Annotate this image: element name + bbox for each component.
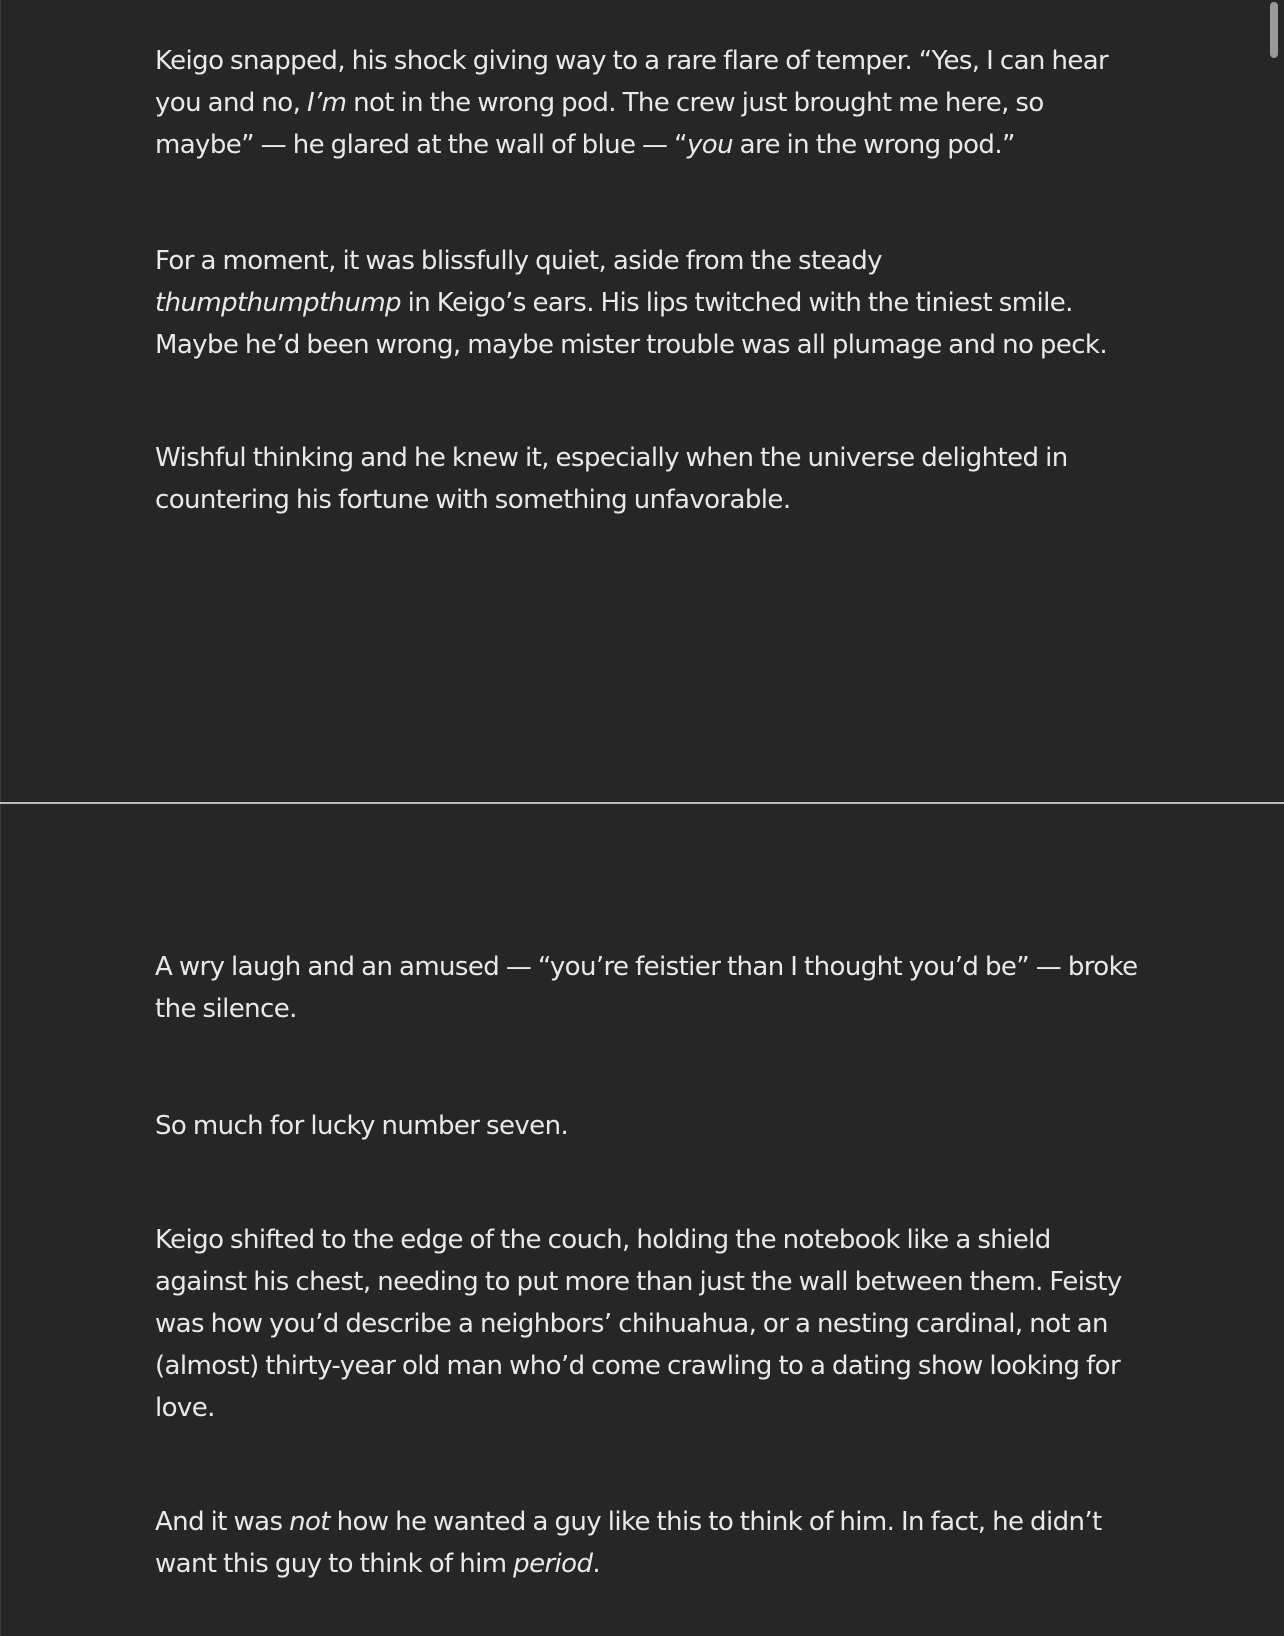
text-line: want this guy to think of him period. [155, 1549, 601, 1579]
text-line: And it was not how he wanted a guy like this to think of him. In fact, he didn’t [155, 1507, 1102, 1537]
paragraph-wry-laugh [155, 946, 1145, 1030]
text-line: A wry laugh and an amused — “you’re feistier than I thought you’d be” — broke [155, 952, 1138, 982]
page-top [0, 0, 1284, 802]
paragraph-keigo-snapped [155, 40, 1145, 166]
paragraph-and-it-was-not [155, 1501, 1145, 1585]
text-line: love. [155, 1393, 215, 1423]
text-line: countering his fortune with something unfavorable. [155, 485, 791, 515]
text-line: against his chest, needing to put more than just the wall between them. Feisty [155, 1267, 1122, 1297]
paragraph-wishful-thinking [155, 437, 1145, 521]
text-line: Keigo shifted to the edge of the couch, holding the notebook like a shield [155, 1225, 1051, 1255]
text-line: For a moment, it was blissfully quiet, aside from the steady [155, 246, 882, 276]
paragraph-blissfully-quiet [155, 240, 1145, 366]
scrollbar-thumb[interactable] [1270, 2, 1278, 58]
page-bottom [0, 804, 1284, 1636]
paragraph-keigo-shifted [155, 1219, 1145, 1429]
text-line: you and no, I’m not in the wrong pod. The crew just brought me here, so [155, 88, 1044, 118]
text-line: maybe” — he glared at the wall of blue — “you are in the wrong pod.” [155, 130, 1015, 160]
text-line: the silence. [155, 994, 297, 1024]
text-line: was how you’d describe a neighbors’ chihuahua, or a nesting cardinal, not an [155, 1309, 1108, 1339]
text-line: So much for lucky number seven. [155, 1111, 569, 1141]
paragraph-lucky-number [155, 1105, 1145, 1147]
text-line: Maybe he’d been wrong, maybe mister trouble was all plumage and no peck. [155, 330, 1108, 360]
text-line: Keigo snapped, his shock giving way to a rare flare of temper. “Yes, I can hear [155, 46, 1109, 76]
text-line: (almost) thirty-year old man who’d come crawling to a dating show looking for [155, 1351, 1121, 1381]
text-line: thumpthumpthump in Keigo’s ears. His lips twitched with the tiniest smile. [155, 288, 1073, 318]
text-line: Wishful thinking and he knew it, especially when the universe delighted in [155, 443, 1068, 473]
